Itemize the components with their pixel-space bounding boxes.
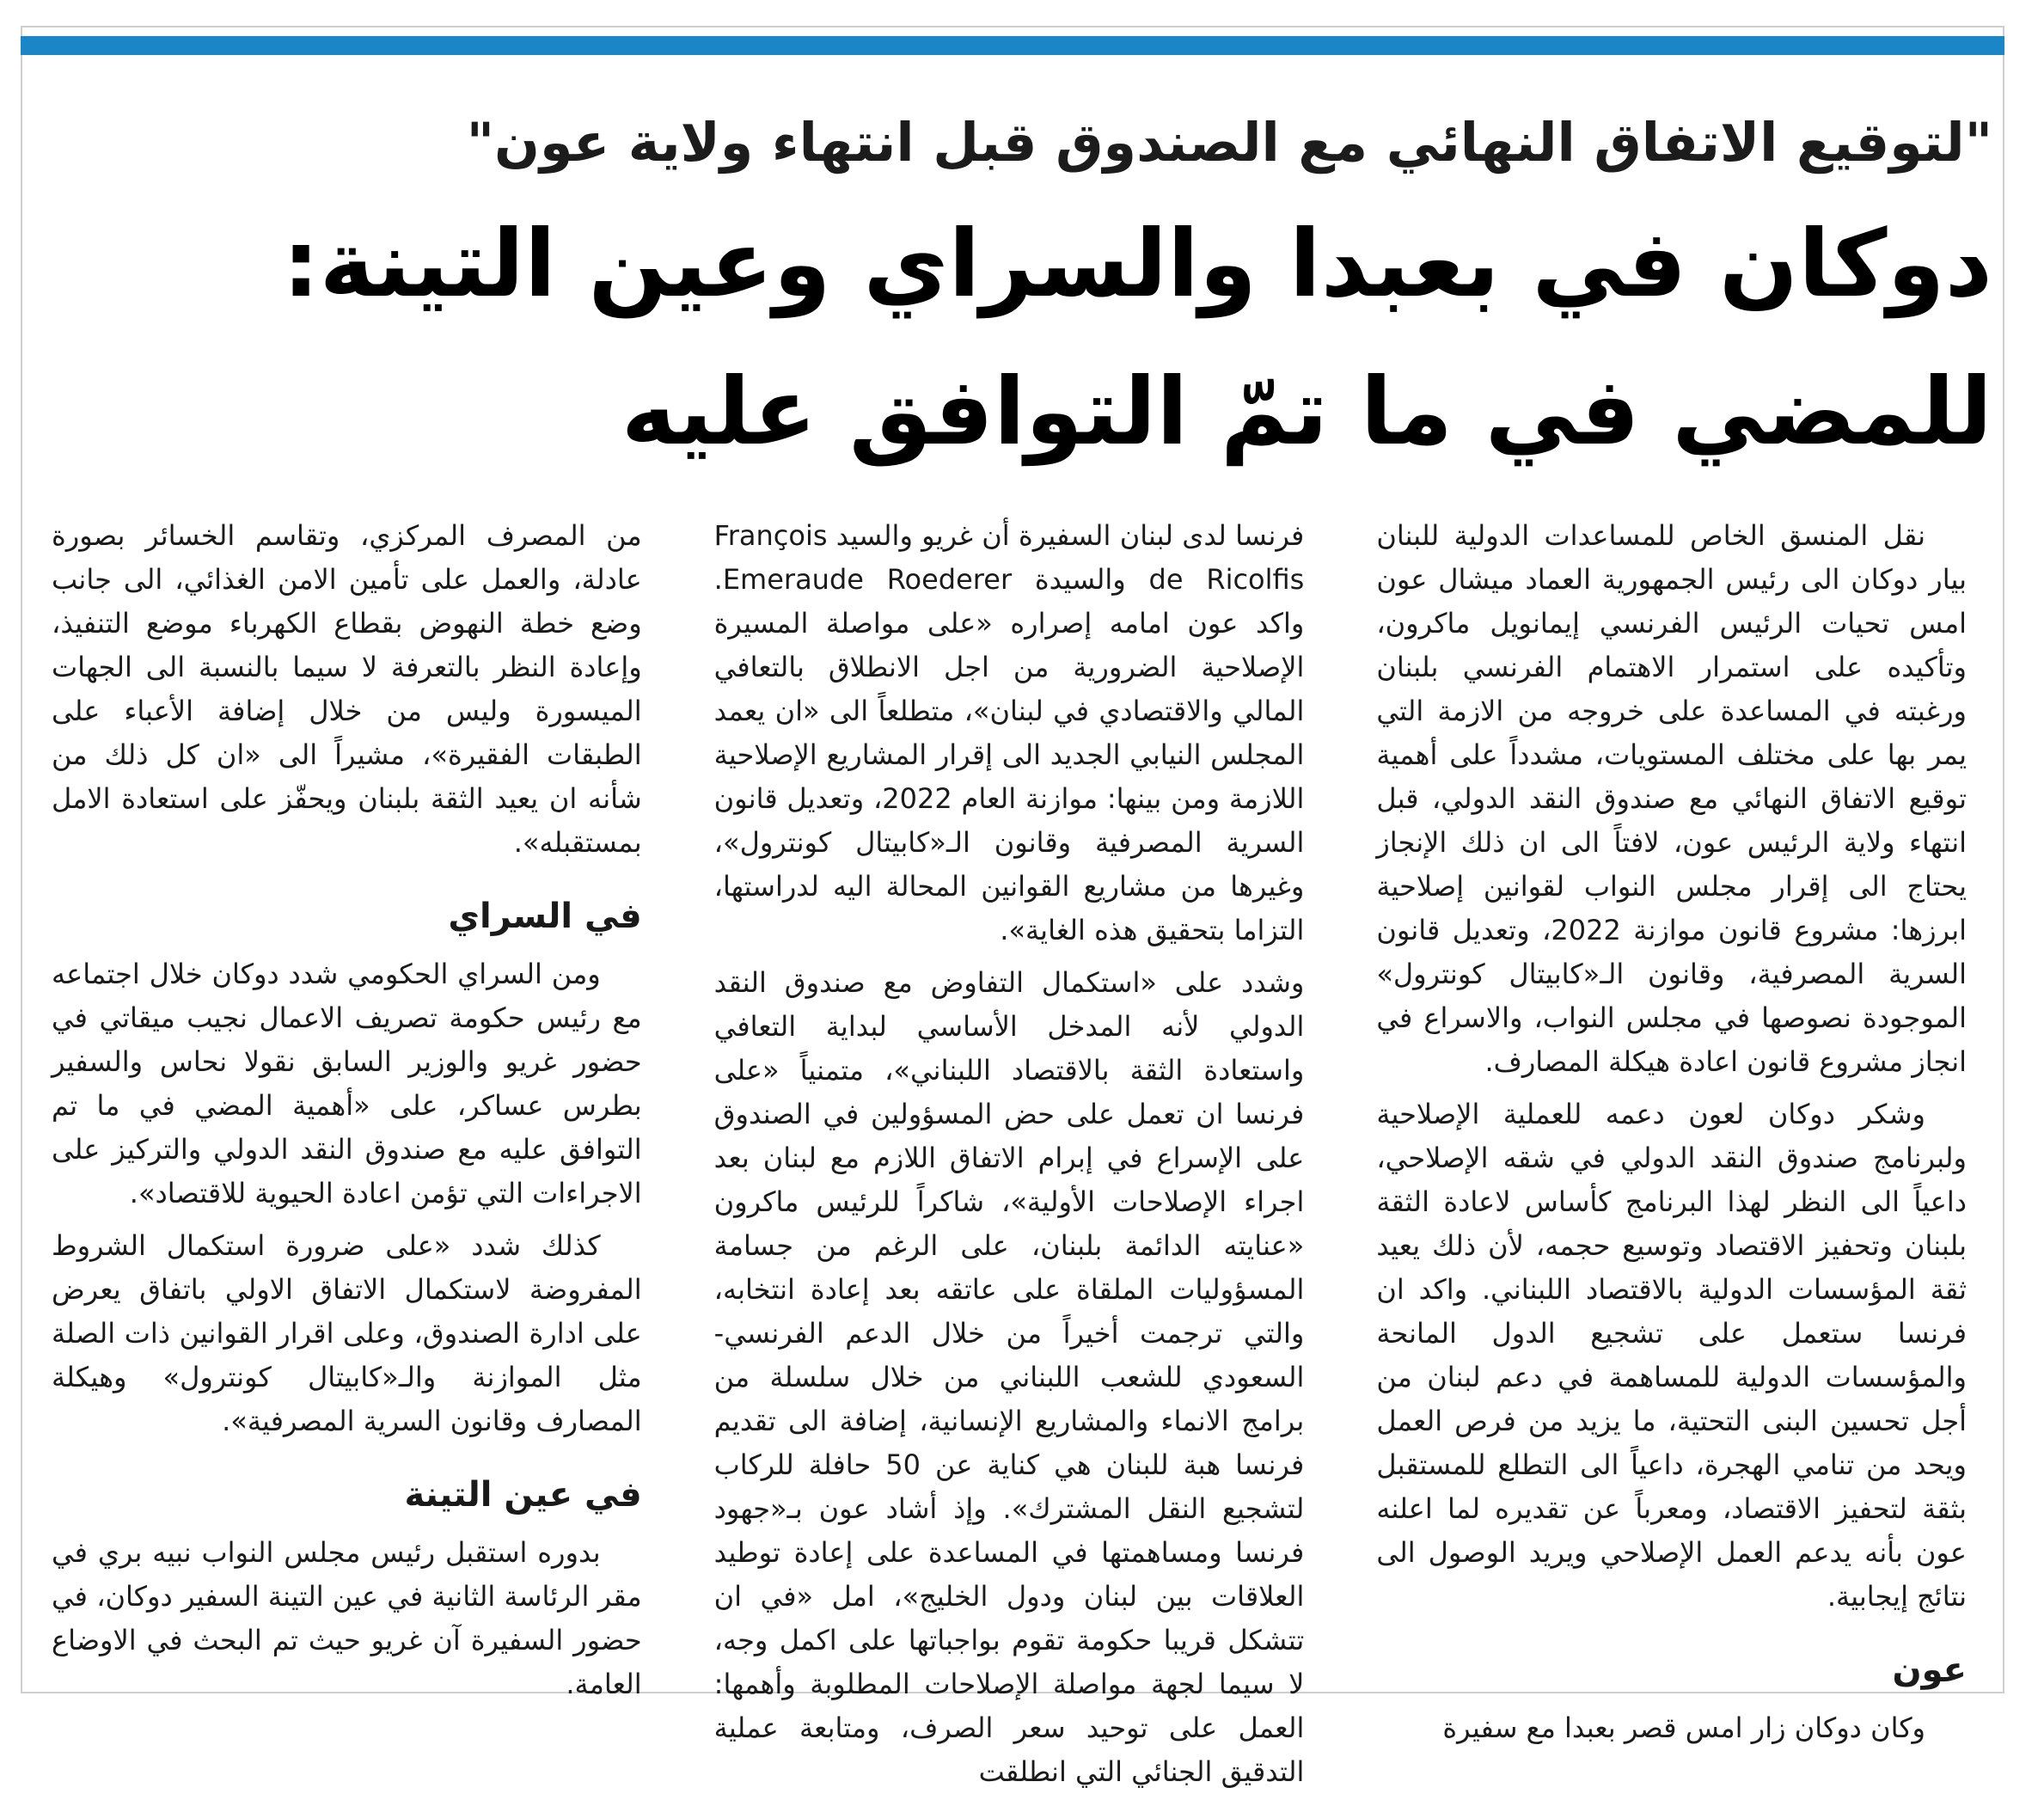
column-2 xyxy=(713,514,1305,1788)
subheading: في السراي xyxy=(448,897,642,936)
paragraph: ومن السراي الحكومي شدد دوكان خلال اجتماعه مع رئيس حكومة تصريف الاعمال نجيب ميقاتي في حضور غريو والوزير السابق نقولا نحاس والسفير بطرس عساكر، على «أهمية المضي في ما تم التوافق عليه مع صندوق النقد الدولي والتركيز على الاجراءات التي تؤمن اعادة الحيوية للاقتصاد». xyxy=(51,958,642,1209)
subheading: في عين التينة xyxy=(404,1475,642,1515)
subheading: عون xyxy=(1892,1650,1967,1690)
headline-line-1: دوكان في بعبدا والسراي وعين التينة: xyxy=(282,211,1992,318)
paragraph: وشدد على «استكمال التفاوض مع صندوق النقد الدولي لأنه المدخل الأساسي لبداية التعافي واستعادة الثقة بالاقتصاد اللبناني»، متمنياً «على فرنسا ان تعمل على حض المسؤولين في الصندوق على الإسراع في إبرام الاتفاق اللازم مع لبنان بعد اجراء الإصلاحات الأولية»، شاكراً للرئيس ماكرون «عنايته الدائمة بلبنان، على الرغم من جسامة المسؤوليات الملقاة على عاتقه بعد إعادة انتخابه، والتي ترجمت أخيراً من خلال الدعم الفرنسي-السعودي للشعب اللبناني من خلال سلسلة من برامج الانماء والمشاريع الإنسانية، إضافة الى تقديم فرنسا هبة للبنان هي كناية عن 50 حافلة للركاب لتشجيع النقل المشترك». وإذ أشاد عون بـ«جهود فرنسا ومساهمتها في المساعدة على إعادة توطيد العلاقات بين لبنان ودول الخليج»، امل «في ان تتشكل قريبا حكومة تقوم بواجباتها على اكمل وجه، لا سيما لجهة مواصلة الإصلاحات المطلوبة وأهمها: العمل على توحيد سعر الصرف، ومتابعة عملية التدقيق الجنائي التي انطلقت xyxy=(713,966,1305,1788)
paragraph: نقل المنسق الخاص للمساعدات الدولية للبنان بيار دوكان الى رئيس الجمهورية العماد ميشال عون امس تحيات الرئيس الفرنسي إيمانويل ماكرون، وتأكيده على استمرار الاهتمام الفرنسي بلبنان ورغبته في المساعدة على خروجه من الازمة التي يمر بها على مختلف المستويات، مشدداً على أهمية توقيع الاتفاق النهائي مع صندوق النقد الدولي، قبل انتهاء ولاية الرئيس عون، لافتاً الى ان ذلك الإنجاز يحتاج الى إقرار مجلس النواب لقوانين إصلاحية ابرزها: مشروع قانون موازنة 2022، وتعديل قانون السرية المصرفية، وقانون الـ«كابيتال كونترول» الموجودة نصوصها في مجلس النواب، والاسراع في انجاز مشروع قانون اعادة هيكلة المصارف. xyxy=(1376,519,1968,1078)
accent-bar xyxy=(21,36,2004,55)
headline-block xyxy=(52,95,1992,487)
paragraph: بدوره استقبل رئيس مجلس النواب نبيه بري في مقر الرئاسة الثانية في عين التينة السفير دوكان، في حضور السفيرة آن غريو حيث تم البحث في الاوضاع العامة. xyxy=(51,1536,642,1700)
paragraph: كذلك شدد «على ضرورة استكمال الشروط المفروضة لاستكمال الاتفاق الاولي باتفاق يعرض على ادارة الصندوق، وعلى اقرار القوانين ذات الصلة مثل الموازنة والـ«كابيتال كونترول» وهيكلة المصارف وقانون السرية المصرفية». xyxy=(51,1229,642,1437)
paragraph: من المصرف المركزي، وتقاسم الخسائر بصورة عادلة، والعمل على تأمين الامن الغذائي، الى جانب وضع خطة النهوض بقطاع الكهرباء موضع التنفيذ، وإعادة النظر بالتعرفة لا سيما بالنسبة الى الجهات الميسورة وليس من خلال إضافة الأعباء على الطبقات الفقيرة»، مشيراً الى «ان كل ذلك من شأنه ان يعيد الثقة بلبنان ويحفّز على استعادة الامل بمستقبله». xyxy=(51,519,642,859)
kicker: "لتوقيع الاتفاق النهائي مع الصندوق قبل انتهاء ولاية عون" xyxy=(466,111,1992,174)
column-3 xyxy=(51,514,642,1700)
article-columns xyxy=(51,514,1968,1788)
paragraph: فرنسا لدى لبنان السفيرة أن غريو والسيد François de Ricolfis والسيدة Emeraude Roederer. واكد عون امامه إصراره «على مواصلة المسيرة الإصلاحية الضرورية من اجل الانطلاق بالتعافي المالي والاقتصادي في لبنان»، متطلعاً الى «ان يعمد المجلس النيابي الجديد الى إقرار المشاريع الإصلاحية اللازمة ومن بينها: موازنة العام 2022، وتعديل قانون السرية المصرفية وقانون الـ«كابيتال كونترول»، وغيرها من مشاريع القوانين المحالة اليه لدراستها، التزاما بتحقيق هذه الغاية». xyxy=(713,519,1305,946)
paragraph: وشكر دوكان لعون دعمه للعملية الإصلاحية ولبرنامج صندوق النقد الدولي في شقه الإصلاحي، داعياً الى النظر لهذا البرنامج كأساس لاعادة الثقة بلبنان وتحفيز الاقتصاد وتوسيع حجمه، لأن ذلك يعيد ثقة المؤسسات الدولية بالاقتصاد اللبناني. واكد ان فرنسا ستعمل على تشجيع الدول المانحة والمؤسسات الدولية للمساهمة في دعم لبنان من أجل تحسين البنى التحتية، ما يزيد من فرص العمل ويحد من تنامي الهجرة، داعياً الى التطلع للمستقبل بثقة لتحفيز الاقتصاد، ومعرباً عن تقديره لما اعلنه عون بأنه يدعم العمل الإصلاحي ويريد الوصول الى نتائج إيجابية. xyxy=(1376,1098,1967,1613)
paragraph: وكان دوكان زار امس قصر بعبدا مع سفيرة xyxy=(1442,1711,1925,1744)
column-1 xyxy=(1376,514,1968,1744)
headline-line-2: للمضي في ما تمّ التوافق عليه xyxy=(621,358,1992,466)
